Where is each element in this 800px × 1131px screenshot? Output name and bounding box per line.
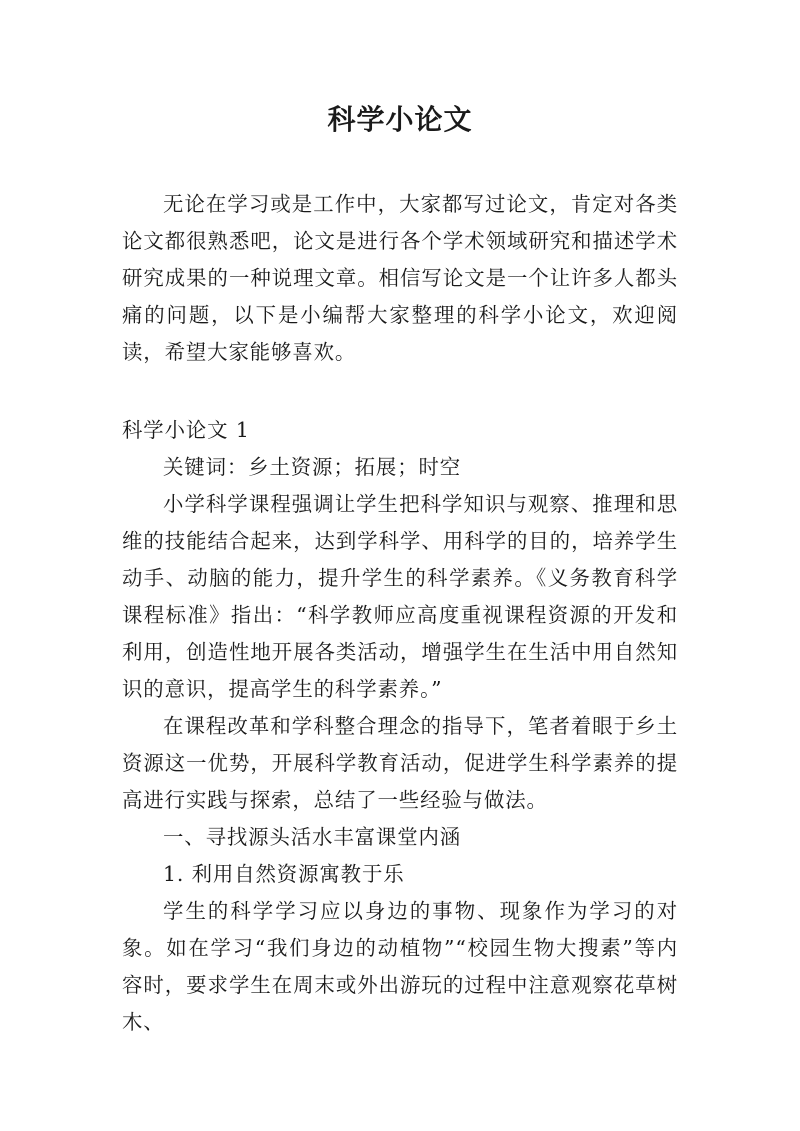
body-paragraph-3: 学生的科学学习应以身边的事物、现象作为学习的对象。如在学习“我们身边的动植物”“校园生物大搜素”等内容时，要求学生在周末或外出游玩的过程中注意观察花草树木、 bbox=[122, 899, 678, 1034]
subheading-1: 一、寻找源头活水丰富课堂内涵 bbox=[163, 825, 462, 849]
section-title: 科学小论文 1 bbox=[122, 418, 250, 442]
body-paragraph-1: 小学科学课程强调让学生把科学知识与观察、推理和思维的技能结合起来，达到学科学、用科学的目的，培养学生动手、动脑的能力，提升学生的科学素养。《义务教育科学课程标准》指出：“科学教师应高度重视课程资源的开发和利用，创造性地开展各类活动，增强学生在生活中用自然知识的意识，提高学生的科学素养。” bbox=[122, 492, 678, 701]
body-paragraph-2: 在课程改革和学科整合理念的指导下，笔者着眼于乡土资源这一优势，开展科学教育活动，促进学生科学素养的提高进行实践与探索，总结了一些经验与做法。 bbox=[122, 714, 678, 812]
document-title: 科学小论文 bbox=[327, 103, 473, 136]
subheading-2: 1. 利用自然资源寓教于乐 bbox=[163, 862, 405, 886]
intro-paragraph: 无论在学习或是工作中，大家都写过论文，肯定对各类论文都很熟悉吧，论文是进行各个学术领域研究和描述学术研究成果的一种说理文章。相信写论文是一个让许多人都头痛的问题，以下是小编帮大家整理的科学小论文，欢迎阅读，希望大家能够喜欢。 bbox=[122, 192, 678, 364]
keywords-line: 关键词：乡土资源；拓展；时空 bbox=[163, 455, 462, 479]
